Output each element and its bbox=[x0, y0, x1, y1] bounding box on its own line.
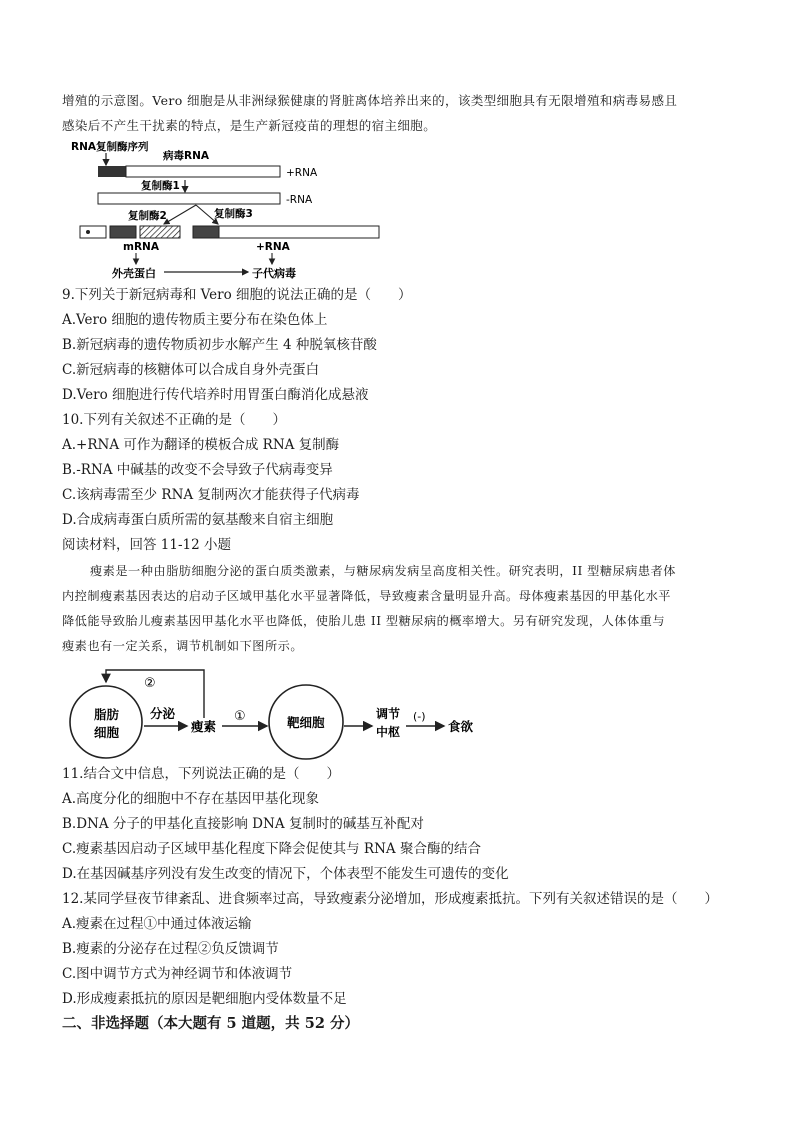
intro-line-2: 感染后不产生干扰素的特点，是生产新冠疫苗的理想的宿主细胞。 bbox=[62, 118, 437, 133]
appetite-label: 食欲 bbox=[448, 719, 474, 734]
target-cell-label: 靶细胞 bbox=[287, 715, 325, 730]
fragment-2 bbox=[110, 226, 136, 238]
q9-option-a: A.Vero 细胞的遗传物质主要分布在染色体上 bbox=[62, 312, 328, 328]
q11-option-d: D.在基因碱基序列没有发生改变的情况下，个体表型不能发生可遗传的变化 bbox=[62, 866, 509, 882]
center-label-2: 中枢 bbox=[376, 725, 401, 739]
q12-option-d: D.形成瘦素抵抗的原因是靶细胞内受体数量不足 bbox=[62, 991, 347, 1007]
plus-rna-label: +RNA bbox=[286, 167, 318, 179]
section-2-title: 二、非选择题（本大题有 5 道题，共 52 分） bbox=[62, 1015, 359, 1032]
enzyme-2-label: 复制酶2 bbox=[128, 210, 167, 222]
passage-line-3: 降低能导致胎儿瘦素基因甲基化水平也降低，使胎儿患 II 型糖尿病的概率增大。另有研究发现，人体体重与 bbox=[62, 614, 666, 628]
q12-stem: 12.某同学昼夜节律紊乱、进食频率过高，导致瘦素分泌增加，形成瘦素抵抗。下列有关叙述错误的是（ ） bbox=[62, 891, 718, 907]
passage-line-4: 瘦素也有一定关系，调节机制如下图所示。 bbox=[62, 639, 304, 653]
plus-rna-rdrp-segment bbox=[98, 166, 126, 177]
q12-option-a: A.瘦素在过程①中通过体液运输 bbox=[62, 916, 252, 932]
fat-cell-label-1: 脂肪 bbox=[94, 707, 120, 722]
center-label-1: 调节 bbox=[376, 707, 401, 721]
passage-line-2: 内控制瘦素基因表达的启动子区域甲基化水平显著降低，导致瘦素含量明显升高。母体瘦素基因的甲基化水平 bbox=[62, 589, 671, 603]
plus-rna-new-strand bbox=[219, 226, 379, 238]
reading-prompt: 阅读材料，回答 11-12 小题 bbox=[62, 537, 232, 553]
mrna-label: mRNA bbox=[123, 241, 159, 253]
q11-option-b: B.DNA 分子的甲基化直接影响 DNA 复制时的碱基互补配对 bbox=[62, 816, 424, 832]
viral-rna-label: 病毒RNA bbox=[163, 150, 209, 162]
q9-stem: 9.下列关于新冠病毒和 Vero 细胞的说法正确的是（ ） bbox=[62, 287, 412, 303]
minus-rna-label: -RNA bbox=[286, 194, 313, 206]
enzyme-2-arrow bbox=[164, 205, 196, 224]
progeny-label: 子代病毒 bbox=[252, 267, 296, 280]
plus-rna-strand bbox=[126, 166, 280, 177]
fragment-1-dot bbox=[86, 230, 90, 234]
step-2-label: ② bbox=[144, 676, 156, 691]
minus-rna-strand bbox=[98, 193, 280, 204]
q12-option-c: C.图中调节方式为神经调节和体液调节 bbox=[62, 966, 293, 982]
plus-rna-new-rdrp bbox=[193, 226, 219, 238]
leptin-regulation-diagram bbox=[64, 662, 484, 762]
q9-option-b: B.新冠病毒的遗传物质初步水解产生 4 种脱氧核苷酸 bbox=[62, 337, 377, 353]
virus-replication-diagram bbox=[68, 138, 398, 283]
enzyme-1-label: 复制酶1 bbox=[141, 180, 180, 192]
q10-option-c: C.该病毒需至少 RNA 复制两次才能获得子代病毒 bbox=[62, 487, 360, 503]
intro-line-1: 增殖的示意图。Vero 细胞是从非洲绿猴健康的肾脏离体培养出来的，该类型细胞具有无限增殖和病毒易感且 bbox=[62, 93, 678, 108]
plus-rna-2-label: +RNA bbox=[256, 241, 290, 253]
q11-option-a: A.高度分化的细胞中不存在基因甲基化现象 bbox=[62, 791, 320, 807]
q10-option-a: A.+RNA 可作为翻译的模板合成 RNA 复制酶 bbox=[62, 437, 340, 453]
fragment-1 bbox=[80, 226, 106, 238]
q12-option-b: B.瘦素的分泌存在过程②负反馈调节 bbox=[62, 941, 279, 957]
passage-line-1: 瘦素是一种由脂肪细胞分泌的蛋白质类激素，与糖尿病发病呈高度相关性。研究表明，II 型糖尿病患者体 bbox=[90, 564, 676, 578]
q9-option-d: D.Vero 细胞进行传代培养时用胃蛋白酶消化成悬液 bbox=[62, 387, 369, 403]
secrete-label: 分泌 bbox=[150, 706, 176, 721]
q11-stem: 11.结合文中信息，下列说法正确的是（ ） bbox=[62, 766, 340, 782]
q10-stem: 10.下列有关叙述不正确的是（ ） bbox=[62, 412, 286, 428]
leptin-label: 瘦素 bbox=[191, 719, 217, 734]
fat-cell-circle bbox=[70, 686, 142, 758]
fat-cell-label-2: 细胞 bbox=[94, 725, 120, 740]
step-1-label: ① bbox=[234, 709, 246, 724]
q10-option-b: B.-RNA 中碱基的改变不会导致子代病毒变异 bbox=[62, 462, 333, 478]
q11-option-c: C.瘦素基因启动子区域甲基化程度下降会促使其与 RNA 聚合酶的结合 bbox=[62, 841, 481, 857]
negative-label: (-) bbox=[413, 710, 426, 723]
enzyme-3-label: 复制酶3 bbox=[214, 208, 253, 220]
capsid-label: 外壳蛋白 bbox=[112, 267, 156, 280]
rdrp-seq-label: RNA复制酶序列 bbox=[71, 141, 149, 153]
fragment-3 bbox=[140, 226, 180, 238]
q10-option-d: D.合成病毒蛋白质所需的氨基酸来自宿主细胞 bbox=[62, 512, 334, 528]
q9-option-c: C.新冠病毒的核糖体可以合成自身外壳蛋白 bbox=[62, 362, 320, 378]
